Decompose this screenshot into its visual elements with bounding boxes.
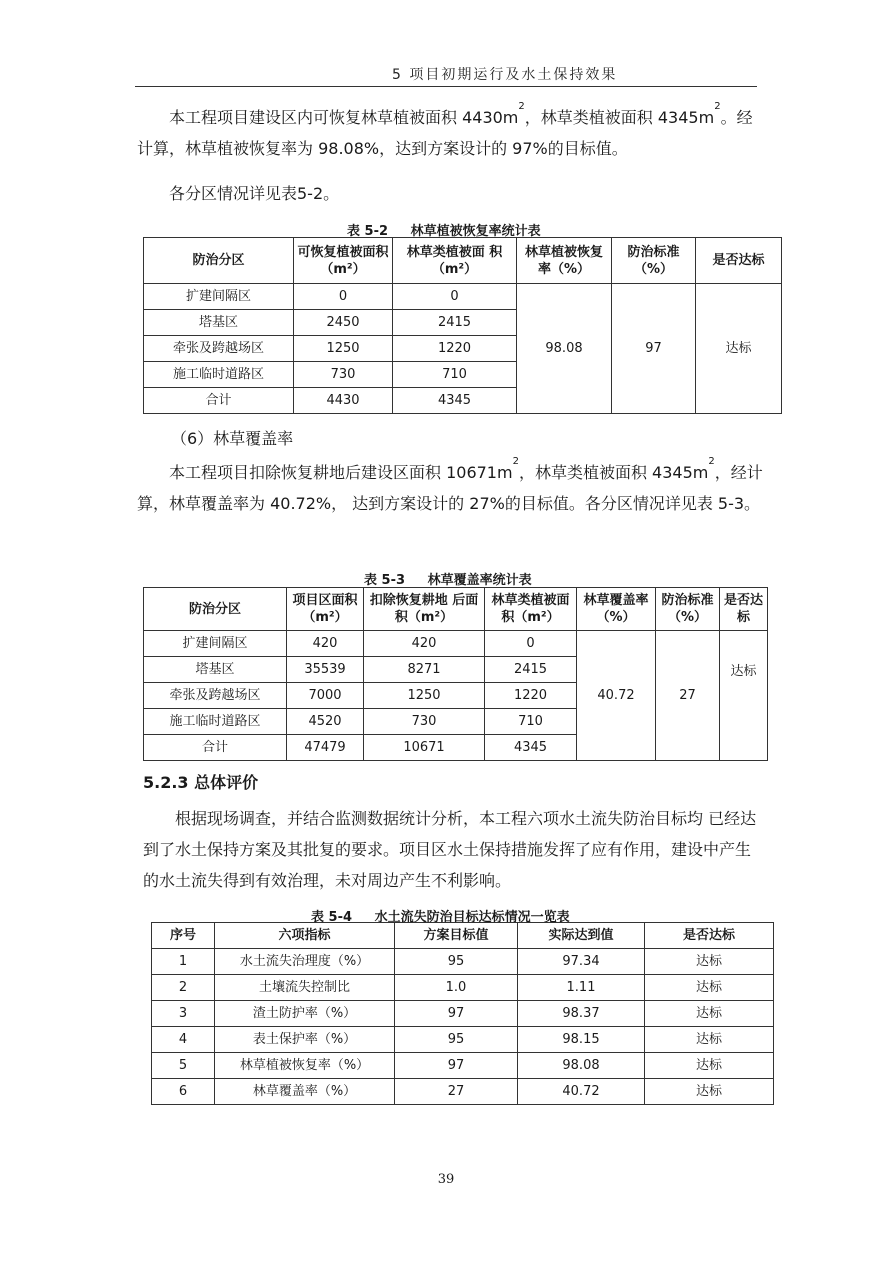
- merged-status-cell: 达标: [720, 631, 768, 761]
- table-cell: 10671: [364, 735, 485, 761]
- table-cell: 4520: [287, 709, 364, 735]
- table-cell: 1220: [485, 683, 577, 709]
- table-cell: 4345: [485, 735, 577, 761]
- table-cell: 710: [393, 362, 517, 388]
- header-rule: [135, 86, 757, 87]
- table-cell: 水土流失治理度（%）: [215, 949, 395, 975]
- table-cell: 95: [395, 1027, 518, 1053]
- table-5-2-caption: 表 5-2 林草植被恢复率统计表: [347, 224, 541, 239]
- table-cell: 730: [364, 709, 485, 735]
- table-header-cell: 防治标准（%）: [656, 588, 720, 631]
- superscript: 2: [714, 101, 721, 112]
- table-header-cell: 是否达标: [696, 238, 782, 284]
- text-segment: 本工程项目建设区内可恢复林草植被面积 4430m: [169, 108, 519, 127]
- table-cell: 达标: [645, 1079, 774, 1105]
- paragraph-restoration-rate: [137, 102, 763, 164]
- table-cell: 710: [485, 709, 577, 735]
- table-cell: 97: [395, 1001, 518, 1027]
- merged-status-cell: 达标: [696, 284, 782, 414]
- text-segment: 。经计算，林草植被恢复率为 98.08%，达到方案设计的 97%的目标值。: [137, 108, 753, 158]
- table-row: [152, 975, 774, 1001]
- table-header-cell: 六项指标: [215, 923, 395, 949]
- page-number: 39: [437, 1172, 455, 1187]
- table-cell: 97: [395, 1053, 518, 1079]
- table-cell: 牵张及跨越场区: [144, 683, 287, 709]
- table-header-cell: 林草类植被面积（m²）: [485, 588, 577, 631]
- table-cell: 达标: [645, 1001, 774, 1027]
- table-row: [144, 631, 768, 657]
- table-header-cell: 是否达标: [645, 923, 774, 949]
- table-row: [152, 1053, 774, 1079]
- table-cell: 97.34: [518, 949, 645, 975]
- table-cell: 1250: [294, 336, 393, 362]
- table-header-cell: 可恢复植被面积（m²）: [294, 238, 393, 284]
- table-cell: 40.72: [518, 1079, 645, 1105]
- table-row: [152, 949, 774, 975]
- table-cell: 6: [152, 1079, 215, 1105]
- subsection-heading: （6）林草覆盖率: [171, 429, 294, 448]
- superscript: 2: [708, 456, 715, 467]
- text-segment: ，林草类植被面积 4345m: [524, 108, 715, 127]
- table-cell: 420: [287, 631, 364, 657]
- table-cell: 牵张及跨越场区: [144, 336, 294, 362]
- superscript: 2: [518, 101, 525, 112]
- table-cell: 达标: [645, 1053, 774, 1079]
- merged-rate-cell: 98.08: [517, 284, 612, 414]
- table-cell: 渣土防护率（%）: [215, 1001, 395, 1027]
- table-cell: 98.08: [518, 1053, 645, 1079]
- table-header-cell: 林草类植被面 积（m²）: [393, 238, 517, 284]
- table-cell: 2415: [393, 310, 517, 336]
- table-header-cell: 防治标准（%）: [612, 238, 696, 284]
- paragraph-overall-evaluation: 根据现场调查，并结合监测数据统计分析，本工程六项水土流失防治目标均 已经达到了水土保持方案及其批复的要求。项目区水土保持措施发挥了应有作用，建设中产生的水土流失得到有效治理，未对周边产生不利影响。: [143, 809, 757, 890]
- running-header: 5 项目初期运行及水土保持效果: [392, 67, 618, 83]
- table-row: [152, 1027, 774, 1053]
- table-cell: 2: [152, 975, 215, 1001]
- table-5-4: [151, 922, 774, 1105]
- table-cell: 8271: [364, 657, 485, 683]
- paragraph-table-ref-1: 各分区情况详见表5-2。: [169, 184, 340, 203]
- table-cell: 1250: [364, 683, 485, 709]
- table-cell: 35539: [287, 657, 364, 683]
- table-5-2: [143, 237, 782, 414]
- table-cell: 4345: [393, 388, 517, 414]
- table-header-cell: 扣除恢复耕地 后面积（m²）: [364, 588, 485, 631]
- paragraph-coverage-rate: [137, 457, 763, 519]
- table-cell: 达标: [645, 975, 774, 1001]
- table-5-3-caption: 表 5-3 林草覆盖率统计表: [364, 573, 532, 588]
- section-title: 5.2.3 总体评价: [143, 773, 259, 792]
- table-row: [152, 1079, 774, 1105]
- text-segment: 本工程项目扣除恢复耕地后建设区面积 10671m: [169, 463, 513, 482]
- table-cell: 塔基区: [144, 657, 287, 683]
- table-cell: 合计: [144, 735, 287, 761]
- table-header-cell: 项目区面积（m²）: [287, 588, 364, 631]
- table-cell: 0: [393, 284, 517, 310]
- table-cell: 2450: [294, 310, 393, 336]
- table-cell: 3: [152, 1001, 215, 1027]
- merged-standard-cell: 97: [612, 284, 696, 414]
- table-cell: 合计: [144, 388, 294, 414]
- table-cell: 表土保护率（%）: [215, 1027, 395, 1053]
- table-cell: 420: [364, 631, 485, 657]
- table-cell: 0: [294, 284, 393, 310]
- table-cell: 林草覆盖率（%）: [215, 1079, 395, 1105]
- table-cell: 0: [485, 631, 577, 657]
- table-header-cell: 序号: [152, 923, 215, 949]
- table-cell: 1: [152, 949, 215, 975]
- table-cell: 98.37: [518, 1001, 645, 1027]
- table-cell: 施工临时道路区: [144, 362, 294, 388]
- superscript: 2: [512, 456, 519, 467]
- text-segment: ，林草类植被面积 4345m: [518, 463, 709, 482]
- table-cell: 4430: [294, 388, 393, 414]
- table-row: [144, 284, 782, 310]
- table-cell: 林草植被恢复率（%）: [215, 1053, 395, 1079]
- merged-rate-cell: 40.72: [577, 631, 656, 761]
- table-header-cell: 方案目标值: [395, 923, 518, 949]
- table-cell: 土壤流失控制比: [215, 975, 395, 1001]
- table-header-cell: 防治分区: [144, 238, 294, 284]
- table-cell: 730: [294, 362, 393, 388]
- table-header-cell: 是否达标: [720, 588, 768, 631]
- table-row: [152, 1001, 774, 1027]
- table-5-4-caption: 表 5-4 水土流失防治目标达标情况一览表: [311, 910, 570, 925]
- table-cell: 施工临时道路区: [144, 709, 287, 735]
- table-cell: 扩建间隔区: [144, 284, 294, 310]
- table-5-3: [143, 587, 768, 761]
- table-header-cell: 防治分区: [144, 588, 287, 631]
- table-header-cell: 实际达到值: [518, 923, 645, 949]
- table-header-cell: 林草覆盖率（%）: [577, 588, 656, 631]
- table-cell: 1.0: [395, 975, 518, 1001]
- table-cell: 27: [395, 1079, 518, 1105]
- table-cell: 塔基区: [144, 310, 294, 336]
- table-cell: 达标: [645, 949, 774, 975]
- text-segment: ，经计算，林草覆盖率为 40.72%， 达到方案设计的 27%的目标值。各分区情况详见表 5-3。: [137, 463, 763, 513]
- table-cell: 7000: [287, 683, 364, 709]
- table-cell: 达标: [645, 1027, 774, 1053]
- table-cell: 1.11: [518, 975, 645, 1001]
- table-cell: 4: [152, 1027, 215, 1053]
- merged-standard-cell: 27: [656, 631, 720, 761]
- table-cell: 47479: [287, 735, 364, 761]
- table-cell: 5: [152, 1053, 215, 1079]
- table-cell: 95: [395, 949, 518, 975]
- table-header-cell: 林草植被恢复率（%）: [517, 238, 612, 284]
- table-cell: 2415: [485, 657, 577, 683]
- table-cell: 98.15: [518, 1027, 645, 1053]
- table-cell: 扩建间隔区: [144, 631, 287, 657]
- table-cell: 1220: [393, 336, 517, 362]
